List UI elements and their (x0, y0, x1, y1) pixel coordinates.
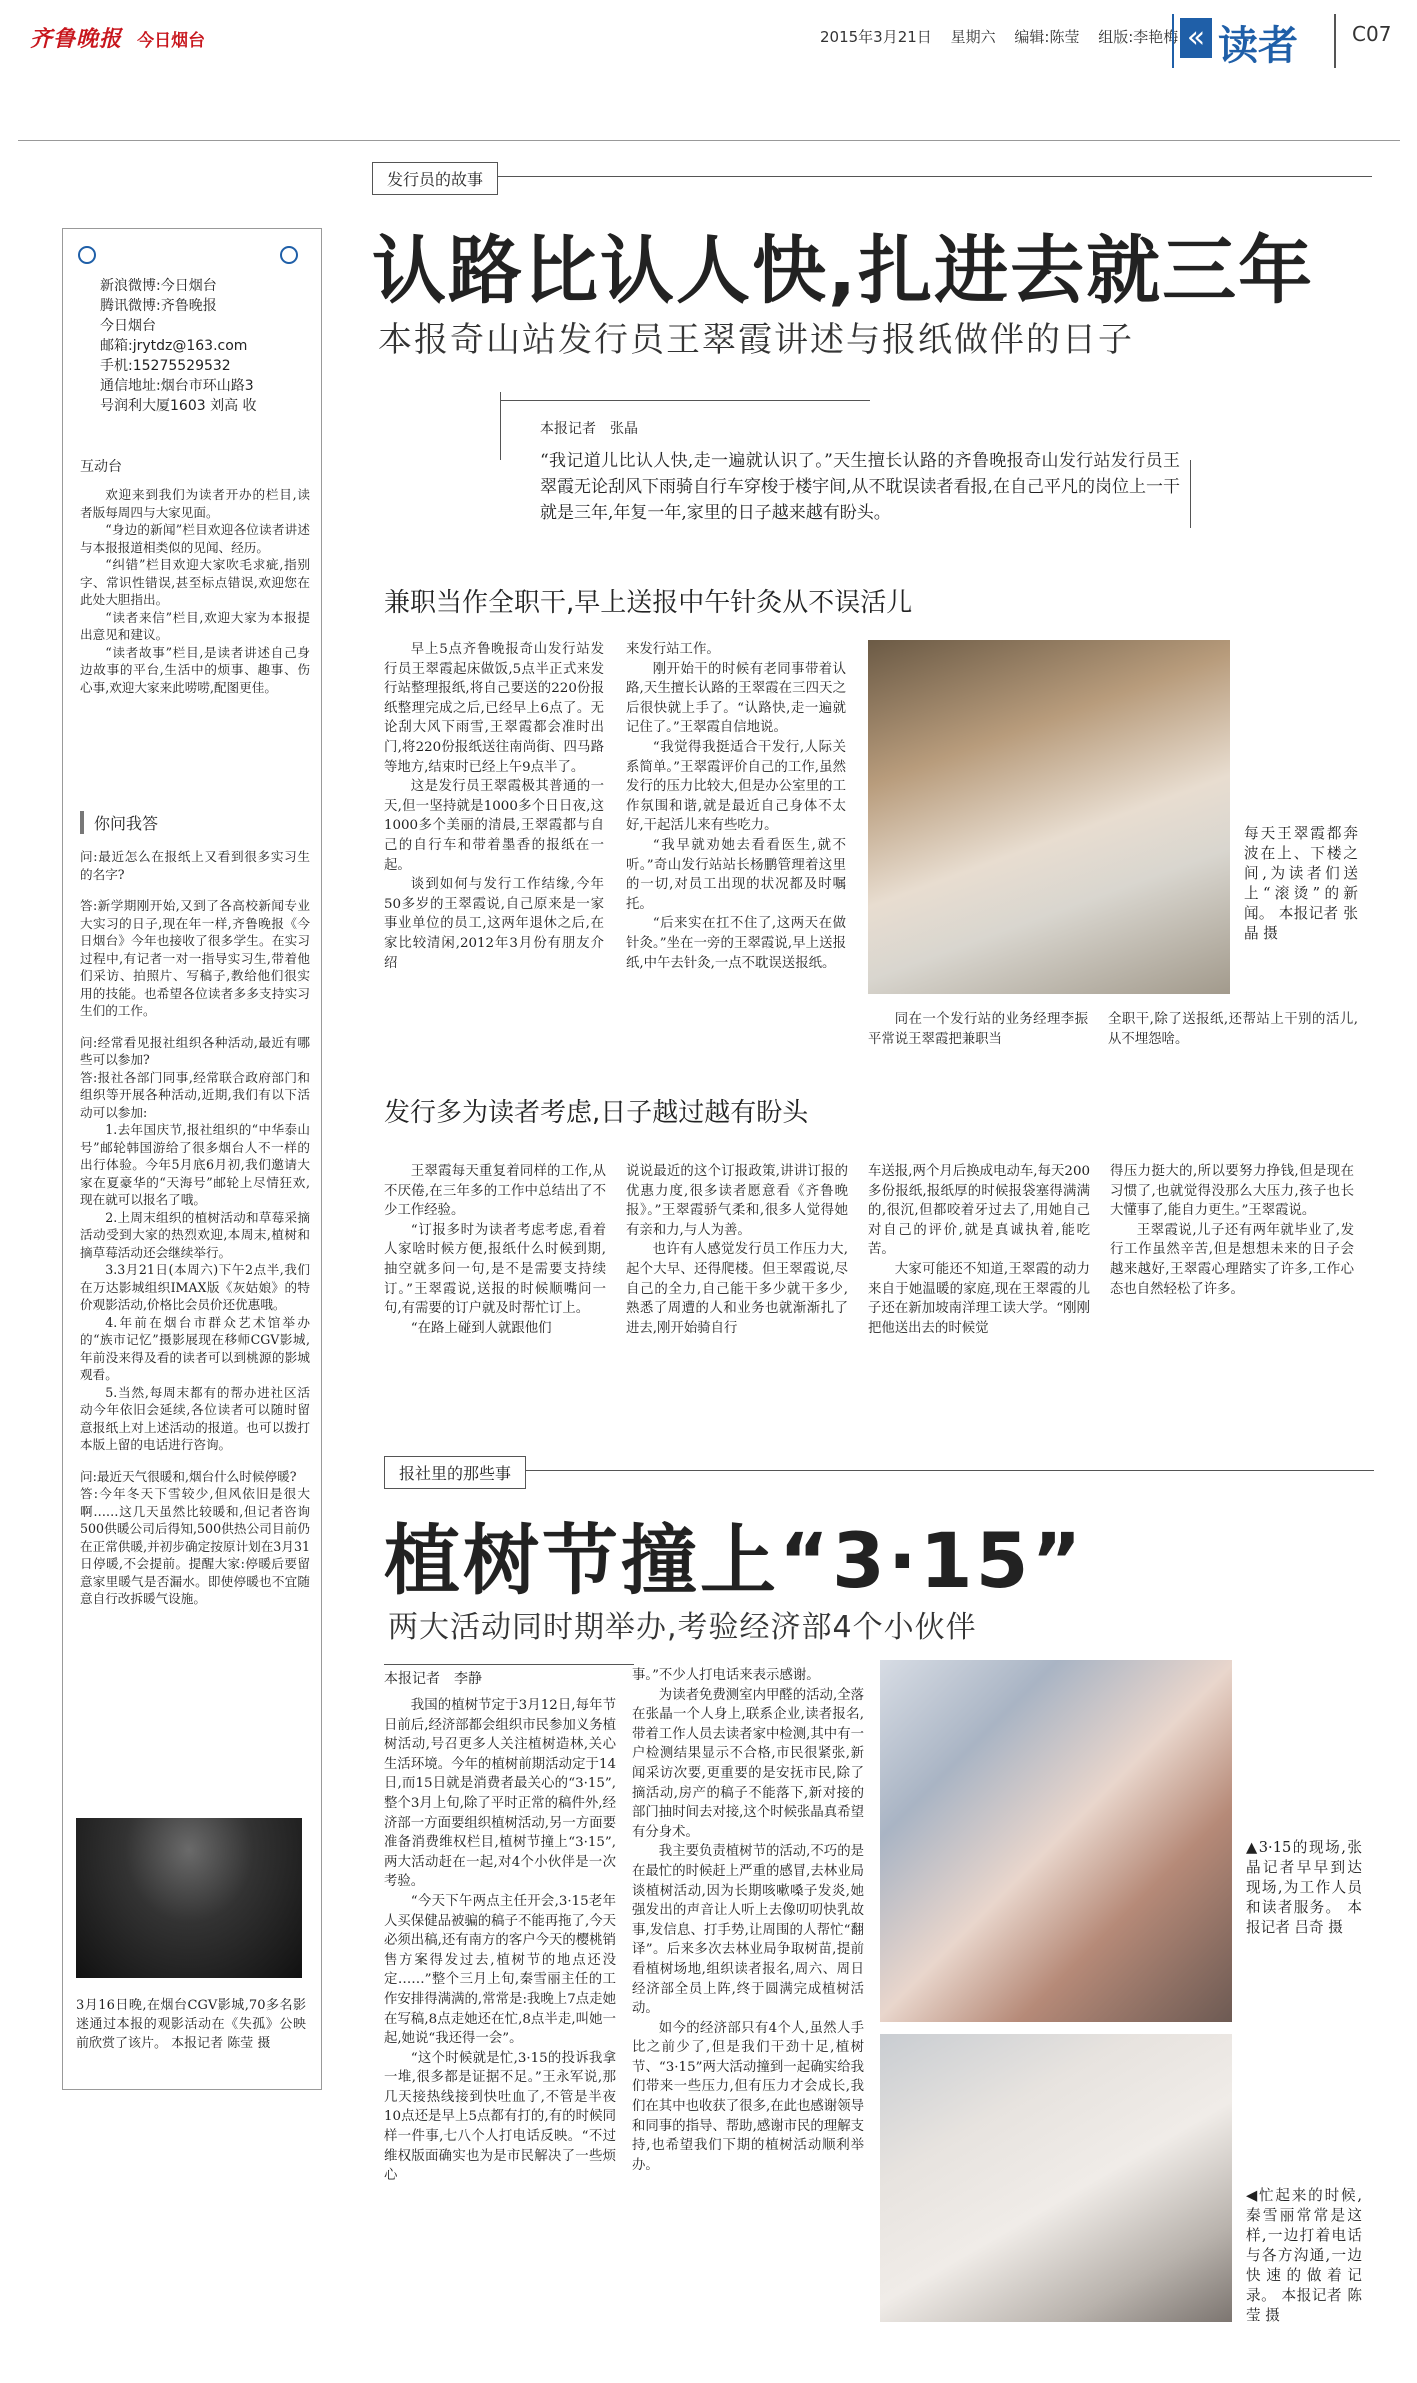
circle-icon (78, 246, 96, 264)
contact-weibo-tencent: 腾讯微博:齐鲁晚报 (100, 298, 217, 314)
byline-rule (500, 400, 870, 401)
article1-s2-column-1 (384, 1162, 606, 1338)
delivery-photo-caption: 每天王翠霞都奔波在上、下楼之间,为读者们送上“滚烫”的新闻。 本报记者 张晶 摄 (1244, 825, 1358, 942)
qa-item: 2.上周末组织的植树活动和草莓采摘活动受到大家的热烈欢迎,本周末,植树和摘草莓活动还会继续举行。 (80, 1209, 310, 1260)
newspaper-logo: 齐鲁晚报 (30, 27, 123, 52)
qa-answer: 答:今年冬天下雪较少,但风依旧是很大啊……这几天虽然比较暖和,但记者咨询500供暖公司后得知,500供热公司目前仍在正常供暖,并初步确定按原计划在3月31日停暖,不会提前。提醒大家:停暖后要留意家里暖气是否漏水。即使停暖也不宜随意自行改拆暖气设施。 (80, 1486, 310, 1606)
qa-item: 3.3月21日(本周六)下午2点半,我们在万达影城组织IMAX版《灰姑娘》的特价观影活动,价格比会员价还优惠哦。 (80, 1262, 310, 1312)
qa-body (80, 848, 310, 1622)
paragraph: 大家可能还不知道,王翠霞的动力来自于她温暖的家庭,现在王翠霞的儿子还在新加坡南洋理工读大学。“刚刚把他送出去的时候觉 (868, 1261, 1090, 1336)
page-section-tab (1172, 14, 1336, 68)
article2-byline: 本报记者 李静 (384, 1671, 482, 1687)
qa-item: 5.当然,每周末都有的帮办进社区活动今年依旧会延续,各位读者可以随时留意报纸上对上述活动的报道。也可以拨打本版上留的电话进行咨询。 (80, 1384, 310, 1452)
masthead (30, 22, 205, 53)
qa-item: 4.年前在烟台市群众艺术馆举办的“族市记忆”摄影展现在移师CGV影城,年前没来得及看的读者可以到桃源的影城观看。 (80, 1314, 310, 1382)
lead-rule (1190, 460, 1191, 528)
paragraph: 来发行站工作。 (626, 642, 720, 657)
contact-weibo-sina: 新浪微博:今日烟台 (100, 278, 217, 294)
page-number: C07 (1352, 22, 1392, 46)
contact-name: 今日烟台 (100, 318, 156, 334)
qa-answer: 答:新学期刚开始,又到了各高校新闻专业大实习的日子,现在年一样,齐鲁晚报《今日烟台》今年也接收了很多学生。在实习过程中,有记者一对一指导实习生,带着他们采访、拍照片、写稿子,教给他们很实用的技能。也希望各位读者多多支持实习生们的工作。 (80, 898, 310, 1018)
qa-question: 问:经常看见报社组织各种活动,最近有哪些可以参加? (80, 1034, 310, 1067)
paragraph: 如今的经济部只有4个人,虽然人手比之前少了,但是我们干劲十足,植树节、“3·15”两大活动撞到一起确实给我们带来一些压力,但有压力才会成长,我们在其中也收获了很多,在此也感谢领导和同事的指导、帮助,感谢市民的理解支持,也希望我们下期的植树活动顺利举办。 (632, 2020, 864, 2173)
paragraph: “我觉得我挺适合干发行,人际关系简单。”王翠霞评价自己的工作,虽然发行的压力比较大,但是办公室里的工作氛围和谐,就是最近自己身体不太好,干起活儿来有些吃力。 (626, 739, 846, 834)
consumer-day-photo (880, 1660, 1232, 2022)
article2-column-1 (384, 1696, 616, 2186)
layout-credit: 组版:李艳梅 (1098, 28, 1179, 46)
qa-question: 问:最近怎么在报纸上又看到很多实习生的名字? (80, 849, 310, 882)
paragraph: “后来实在扛不住了,这两天在做针灸。”坐在一旁的王翠霞说,早上送报纸,中午去针灸,一点不耽误送报纸。 (626, 916, 846, 971)
paragraph: 谈到如何与发行工作结缘,今年50多岁的王翠霞说,自己原来是一家事业单位的员工,这两年退休之后,在家比较清闲,2012年3月份有朋友介绍 (384, 877, 604, 971)
article1-lead: “我记道儿比认人快,走一遍就认识了。”天生擅长认路的齐鲁晚报奇山发行站发行员王翠霞无论刮风下雨骑自行车穿梭于楼宇间,从不耽误读者看报,在自己平凡的岗位上一干就是三年,年复一年,家里的日子越来越有盼头。 (540, 451, 1180, 523)
qa-item: 1.去年国庆节,报社组织的“中华泰山号”邮轮韩国游给了很多烟台人不一样的出行体验。今年5月底6月初,我们邀请大家在夏豪华的“天海号”邮轮上尽情狂欢,现在就可以报名了哦。 (80, 1122, 310, 1207)
article1-title: 认路比认人快,扎进去就三年 (372, 228, 1315, 314)
paragraph: 为读者免费测室内甲醛的活动,全落在张晶一个人身上,联系企业,读者报名,带着工作人员去读者家中检测,其中有一户检测结果显示不合格,市民很紧张,新闻采访次要,更重要的是安抚市民,除了摘活动,房产的稿子不能落下,新对接的部门抽时间去对接,这个时候张晶真希望有分身术。 (632, 1687, 864, 1840)
paragraph: 我主要负责植树节的活动,不巧的是在最忙的时候赶上严重的感冒,去林业局谈植树活动,因为长期咳嗽嗓子发炎,她强发出的声音让人听上去像叨叨快乳故事,发信息、打手势,让周围的人帮忙“翻译”。后来多次去林业局争取树苗,提前看植树场地,组织读者报名,周六、周日经济部全员上阵,终于圆满完成植树活动。 (632, 1844, 864, 2017)
paragraph: 我国的植树节定于3月12日,每年节日前后,经济部都会组织市民参加义务植树活动,号召更多人关注植树造林,关心生活环境。今年的植树前期活动定于14日,而15日就是消费者最关心的“3·15”,整个3月上旬,除了平时正常的稿件外,经济部一方面要组织植树活动,另一方面要准备消费维权栏目,植树节撞上“3·15”,两大活动赶在一起,对4个小伙伴是一次考验。 (384, 1698, 616, 1890)
paragraph: “今天下午两点主任开会,3·15老年人买保健品被骗的稿子不能再拖了,今天必须出稿,还有南方的客户今天的樱桃销售方案得发过去,植树节的地点还没定……”整个三月上旬,秦雪丽主任的工作安排得满满的,常常是:我晚上7点走她在写稿,8点走她还在忙,8点半走,叫她一起,她说“我还得一会”。 (384, 1893, 616, 2047)
paragraph: 得压力挺大的,所以要努力挣钱,但是现在习惯了,也就觉得没那么大压力,孩子也长大懂事了,能自力更生。”王翠霞说。 (1110, 1164, 1354, 1219)
header-meta (820, 26, 1192, 47)
section-name: 今日烟台 (137, 31, 206, 51)
interact-para: 欢迎来到我们为读者开办的栏目,读者版每周四与大家见面。 (80, 487, 310, 520)
consumer-day-photo-caption: ▲3·15的现场,张晶记者早早到达现场,为工作人员和读者服务。 本报记者 吕奇 摄 (1246, 1839, 1362, 1936)
article1-section1-heading: 兼职当作全职干,早上送报中午针灸从不误活儿 (384, 588, 913, 618)
article1-s1-column-3: 同在一个发行站的业务经理李振平常说王翠霞把兼职当 (868, 1012, 1088, 1047)
header-divider (18, 140, 1400, 141)
paragraph: 事。”不少人打电话来表示感谢。 (632, 1668, 820, 1683)
article1-s2-column-2 (626, 1162, 848, 1338)
byline-rule (500, 392, 501, 460)
paragraph: 这是发行员王翠霞极其普通的一天,但一坚持就是1000多个日日夜,这1000多个美丽的清晨,王翠霞都与自己的自行车和带着墨香的报纸在一起。 (384, 779, 604, 873)
article1-s2-column-4 (1110, 1162, 1354, 1299)
chevron-left-icon: « (1180, 18, 1212, 58)
page-title: 读者 (1218, 23, 1298, 69)
paragraph: 说说最近的这个订报政策,讲讲订报的优惠力度,很多读者愿意看《齐鲁晚报》。”王翠霞骄气柔和,很多人觉得她有亲和力,与人为善。 (626, 1164, 848, 1238)
article1-s1-column-4: 全职干,除了送报纸,还帮站上干别的活儿,从不埋怨啥。 (1108, 1012, 1358, 1047)
article1-s2-column-3 (868, 1162, 1090, 1338)
paragraph: “这个时候就是忙,3·15的投诉我拿一堆,很多都是证据不足。”王永军说,那几天接热线接到快吐血了,不管是半夜10点还是早上5点都有打的,有的时候同样一件事,七八个人打电话反映。“不过维权版面确实也为是市民解决了一些烦心 (384, 2050, 616, 2184)
kicker-rule (372, 176, 1372, 177)
editor-credit: 编辑:陈莹 (1014, 28, 1080, 46)
interact-para: “纠错”栏目欢迎大家吹毛求疵,指别字、常识性错误,甚至标点错误,欢迎您在此处大胆指出。 (80, 557, 310, 607)
paragraph: “订报多时为读者考虑考虑,看着人家啥时候方便,报纸什么时候到期,抽空就多问一句,是不是需要支持续订。”王翠霞说,送报的时候顺嘴问一句,有需要的订户就及时帮忙订上。 (384, 1222, 606, 1317)
article1-subtitle: 本报奇山站发行员王翠霞讲述与报纸做伴的日子 (378, 320, 1134, 360)
delivery-worker-photo (868, 640, 1230, 994)
article2-title: 植树节撞上“3·15” (384, 1516, 1085, 1605)
office-phone-photo (880, 2034, 1232, 2322)
cinema-photo-caption: 3月16日晚,在烟台CGV影城,70多名影迷通过本报的观影活动在《失孤》公映前欣赏了该片。 本报记者 陈莹 摄 (76, 1998, 306, 2051)
article2-subtitle: 两大活动同时期举办,考验经济部4个小伙伴 (388, 1610, 977, 1645)
kicker-rule (384, 1470, 1374, 1471)
article2-column-2 (632, 1666, 864, 2175)
paragraph: 早上5点齐鲁晚报奇山发行站发行员王翠霞起床做饭,5点半正式来发行站整理报纸,将自己要送的220份报纸整理完成之后,已经早上6点了。无论刮大风下雨雪,王翠霞都会准时出门,将220份报纸送往南尚街、四马路等地方,结束时已经上午9点半了。 (384, 642, 604, 775)
sidebar (62, 228, 322, 2108)
interact-para: “身边的新闻”栏目欢迎各位读者讲述与本报报道相类似的见闻、经历。 (80, 522, 310, 555)
contact-address-2: 号润利大厦1603 刘高 收 (100, 398, 257, 414)
paragraph: 刚开始干的时候有老同事带着认路,天生擅长认路的王翠霞在三四天之后很快就上手了。“认路快,走一遍就记住了。”王翠霞自信地说。 (626, 661, 846, 736)
issue-weekday: 星期六 (950, 28, 996, 46)
interact-para: “读者故事”栏目,是读者讲述自己身边故事的平台,生活中的烦事、趣事、伤心事,欢迎大家来此唠唠,配图更佳。 (80, 644, 310, 695)
article1-s1-column-1 (384, 640, 604, 973)
interact-body (80, 486, 310, 696)
paragraph: “我早就劝她去看看医生,就不听。”奇山发行站站长杨鹏管理着这里的一切,对员工出现的状况都及时嘱托。 (626, 837, 846, 912)
article1-s1-column-2 (626, 640, 846, 973)
circle-icon (280, 246, 298, 264)
contact-phone: 手机:15275529532 (100, 358, 231, 374)
contact-email: 邮箱:jrytdz@163.com (100, 338, 248, 354)
qa-question: 问:最近天气很暖和,烟台什么时候停暖? (80, 1468, 297, 1484)
qa-answer: 答:报社各部门同事,经常联合政府部门和组织等开展各种活动,近期,我们有以下活动可以参加: (80, 1069, 310, 1120)
office-phone-photo-caption: ◀忙起来的时候,秦雪丽常常是这样,一边打着电话与各方沟通,一边快速的做着记录。 本报记者 陈莹 摄 (1246, 2187, 1362, 2324)
paragraph: 王翠霞说,儿子还有两年就毕业了,发行工作虽然辛苦,但是想想未来的日子会越来越好,王翠霞心理踏实了许多,工作心态也自然轻松了许多。 (1110, 1222, 1354, 1297)
contact-info (100, 276, 310, 416)
interact-para: “读者来信”栏目,欢迎大家为本报提出意见和建议。 (80, 609, 310, 642)
article2-kicker: 报社里的那些事 (384, 1456, 526, 1489)
paragraph: 王翠霞每天重复着同样的工作,从不厌倦,在三年多的工作中总结出了不少工作经验。 (384, 1164, 606, 1219)
paragraph: 也许有人感觉发行员工作压力大,起个大早、还得爬楼。但王翠霞说,尽自己的全力,自己能干多少就干多少,熟悉了周遭的人和业务也就渐渐扎了进去,刚开始骑自行 (626, 1242, 848, 1336)
interact-title: 互动台 (80, 459, 122, 475)
article1-section2-heading: 发行多为读者考虑,日子越过越有盼头 (384, 1098, 809, 1128)
contact-address: 通信地址:烟台市环山路3 (100, 378, 254, 394)
issue-date: 2015年3月21日 (820, 28, 932, 46)
article1-byline: 本报记者 张晶 (540, 421, 638, 437)
paragraph: “在路上碰到人就跟他们 (410, 1320, 552, 1336)
cinema-photo (76, 1818, 302, 1978)
article1-kicker: 发行员的故事 (372, 162, 498, 195)
paragraph: 车送报,两个月后换成电动车,每天200多份报纸,报纸厚的时候报袋塞得满满的,很沉,但都咬着牙过去了,用她自己对自己的评价,就是真诚执着,能吃苦。 (868, 1164, 1090, 1258)
qa-title: 你问我答 (80, 811, 234, 834)
